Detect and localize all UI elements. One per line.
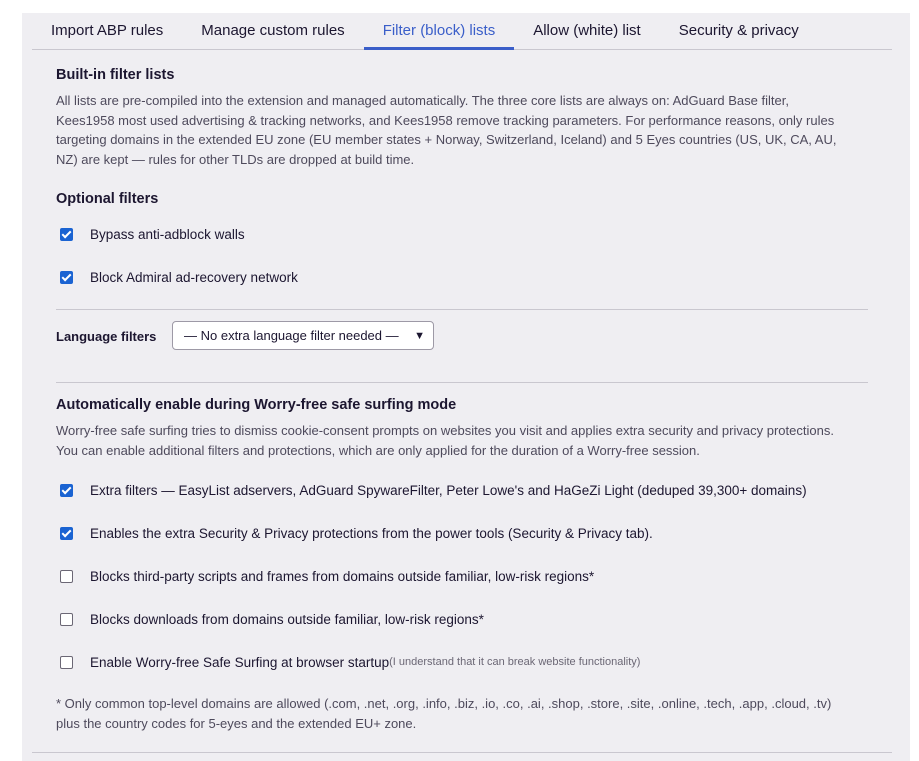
checkbox[interactable] [60,228,73,241]
worryfree-item-third-party[interactable] [56,566,594,586]
bottom-divider [32,752,892,753]
checkbox-label: Blocks third-party scripts and frames from domains outside familiar, low-risk regions* [90,568,595,584]
select-value: — No extra language filter needed — [184,328,399,343]
language-filters-label: Language filters [56,329,157,344]
checkbox-label: Bypass anti-adblock walls [90,226,245,242]
checkbox[interactable] [60,656,73,669]
checkbox[interactable] [60,271,73,284]
optional-item-admiral[interactable] [56,267,298,287]
chevron-down-icon: ▼ [414,329,425,342]
tab-manage-custom-rules[interactable]: Manage custom rules [201,22,345,39]
checkbox-label: Enables the extra Security & Privacy protections from the power tools (Security & Privacy tab). [90,525,653,541]
divider [56,309,868,310]
tld-footnote: * Only common top-level domains are allowed (.com, .net, .org, .info, .biz, .io, .co, .ai, .shop, .store, .site, .online, .tech, .app, .cloud, .tv) plus the country codes for 5-eyes and the extended EU+ zone. [56,696,832,731]
checkbox[interactable] [60,527,73,540]
worryfree-item-extra-filters[interactable] [56,480,807,500]
checkbox[interactable] [60,570,73,583]
checkbox-label: Extra filters — EasyList adservers, AdGuard SpywareFilter, Peter Lowe's and HaGeZi Light (deduped 39,300+ domains) [90,482,807,498]
worryfree-item-security-privacy[interactable] [56,523,653,543]
tab-security-privacy[interactable]: Security & privacy [678,22,799,39]
builtin-description: All lists are pre-compiled into the extension and managed automatically. The three core lists are always on: AdGuard Base filter, Kees1958 most used advertising & tracking networks, and Kees1958 remove tracking parameters. For performance reasons, only rules targeting domains in the extended EU zone (EU member states + Norway, Switzerland, Iceland) and 5 Eyes countries (US, UK, CA, AU, NZ) are kept — rules for other TLDs are dropped at build time. [56,93,837,167]
builtin-title: Built-in filter lists [56,67,175,83]
tab-import-abp-rules[interactable]: Import ABP rules [51,22,164,39]
checkbox-label: Block Admiral ad-recovery network [90,269,298,285]
startup-warning-note: (I understand that it can break website functionality) [389,656,641,668]
divider [56,382,868,383]
worryfree-item-startup[interactable] [56,652,640,672]
checkbox-label: Enable Worry-free Safe Surfing at browser startup [90,654,390,670]
worryfree-description: Worry-free safe surfing tries to dismiss cookie-consent prompts on websites you visit and applies extra security and privacy protections. You can enable additional filters and protections, which are only applied for the duration of a Worry-free session. [56,423,834,458]
tab-filter-block-lists[interactable]: Filter (block) lists [364,13,515,49]
checkbox[interactable] [60,613,73,626]
checkbox[interactable] [60,484,73,497]
worryfree-title: Automatically enable during Worry-free safe surfing mode [56,397,457,413]
worryfree-item-downloads[interactable] [56,609,484,629]
checkbox-label: Blocks downloads from domains outside familiar, low-risk regions* [90,611,484,627]
tab-allow-white-list[interactable]: Allow (white) list [533,22,641,39]
settings-panel [22,13,910,761]
optional-title: Optional filters [56,191,159,207]
tab-bar [32,13,892,50]
language-filter-select[interactable] [172,321,434,350]
optional-item-bypass[interactable] [56,224,245,244]
